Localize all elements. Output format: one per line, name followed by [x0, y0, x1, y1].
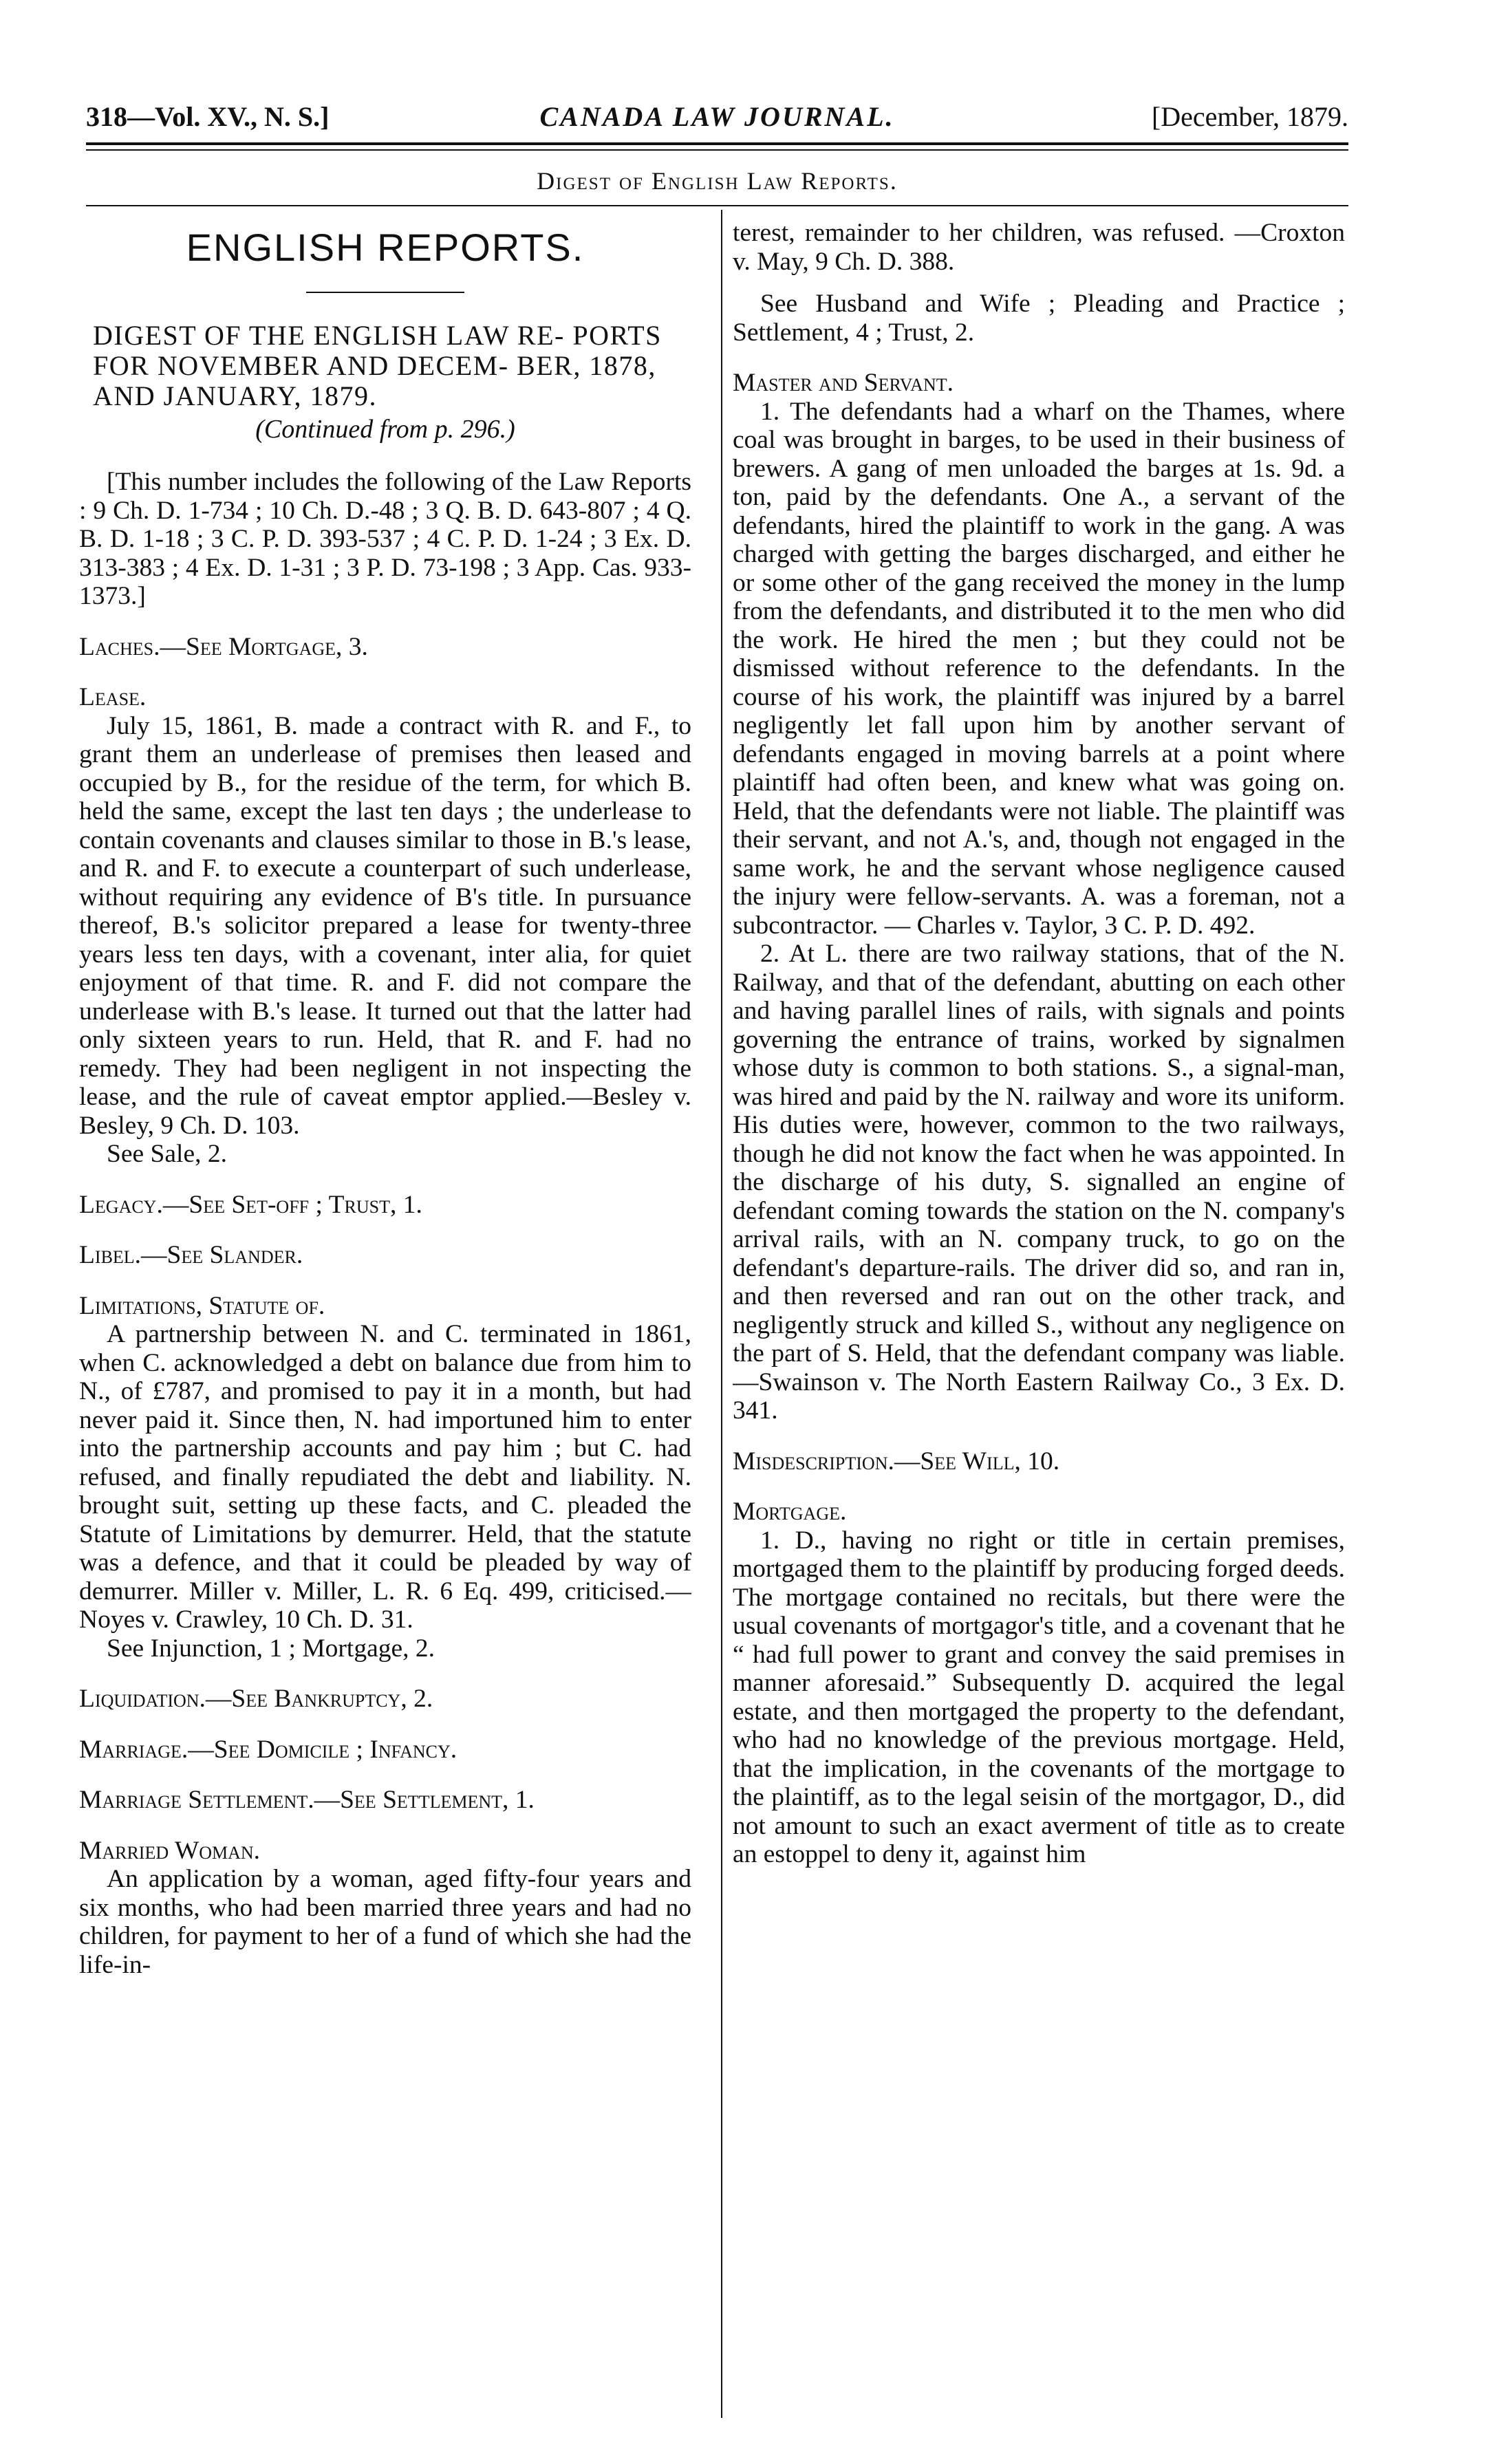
married-woman-paragraph: An application by a woman, aged fifty-four years and six months, who had been married three years and had no children, for payment to her of a fund of which she had the life-in- [79, 1865, 691, 1979]
column-divider [721, 210, 722, 2418]
issue-date: [December, 1879. [1151, 101, 1348, 132]
lease-paragraph: July 15, 1861, B. made a contract with R. and F., to grant them an underlease of premises then leased and occupied by B., for the residue of the term, for which B. held the same, except the last ten days ; the underlease to contain covenants and clauses similar to those in B.'s lease, and R. and F. to execute a counterpart of such underlease, without requiring any evidence of B's title. In pursuance thereof, B.'s solicitor prepared a lease for twenty-three years less ten days, with a covenant, inter alia, for quiet enjoyment of that time. R. and F. did not compare the underlease with B.'s lease. It turned out that the latter had only sixteen years to run. Held, that R. and F. had no remedy. They had been negligent in not inspecting the lease, and the rule of caveat emptor applied.—Besley v. Besley, 9 Ch. D. 103. [79, 711, 691, 1140]
master-servant-case-2: 2. At L. there are two railway stations, that of the N. Railway, and that of the defendant, abutting on each other and having parallel lines of rails, with signals and points governing the entrance of trains, worked by signalmen whose duty is common to both stations. S., a signal-man, was hired and paid by the N. railway and wore its uniform. His duties were, however, common to the two railways, though he did not know the fact when he was appointed. In the discharge of his duty, S. signalled an engine of defendant coming towards the station on the N. company's arrival rails, with an N. company truck, to go on the defendant's departure-rails. The driver did so, and ran in, and then reversed and ran out on the other track, and negligently struck and killed S., without any negligence on the part of S. Held, that the defendant company was liable.—Swainson v. The North Eastern Railway Co., 3 Ex. D. 341. [733, 940, 1345, 1425]
entry-marriage-settlement: Marriage Settlement.—See Settlement, 1. [79, 1786, 535, 1814]
heading-married-woman: Married Woman. [79, 1836, 261, 1865]
header-rule-thin [86, 149, 1348, 151]
entry-misdescription: Misdescription.—See Will, 10. [733, 1447, 1060, 1476]
entry-laches: Laches.—See Mortgage, 3. [79, 632, 368, 661]
volume-label: 318—Vol. XV., N. S.] [86, 101, 330, 132]
continued-note: (Continued from p. 296.) [255, 415, 515, 444]
entry-libel: Libel.—See Slander. [79, 1241, 303, 1269]
reports-title: ENGLISH REPORTS. [186, 226, 585, 269]
title-rule [306, 292, 464, 293]
limitations-paragraph: A partnership between N. and C. terminated in 1861, when C. acknowledged a debt on balance due from him to N., of £787, and promised to pay it in a month, but had never paid it. Since then, N. had importuned him to enter into the partnership accounts and pay him ; but C. had refused, and finally repudiated the debt and liability. N. brought suit, setting up these facts, and C. pleaded the Statute of Limitations by demurrer. Held, that the statute was a defence, and that it could be pleaded by way of demurrer. Miller v. Miller, L. R. 6 Eq. 499, criticised.—Noyes v. Crawley, 10 Ch. D. 31. [79, 1320, 691, 1634]
master-servant-case-1: 1. The defendants had a wharf on the Thames, where coal was brought in barges, to be used in their business of brewers. A gang of men unloaded the barges at 1s. 9d. a ton, paid by the defendants. One A., a servant of the defendants, hired the plaintiff to work in the gang. A was charged with getting the barges discharged, and either he or some other of the gang received the money in the lump from the defendants, and distributed it to the men who did the work. He hired the men ; but they could not be dismissed without reference to the defendants. In the course of his work, the plaintiff was injured by a barrel negligently let fall upon him by another servant of defendants engaged in moving barrels at a point where plaintiff had often been, and knew what was going on. Held, that the defendants were not liable. The plaintiff was their servant, and not A.'s, and, though not engaged in the same work, he and the servant whose negligence caused the injury were fellow-servants. A. was a foreman, not a subcontractor. — Charles v. Taylor, 3 C. P. D. 492. [733, 397, 1345, 940]
section-rule [86, 205, 1348, 206]
heading-master-servant: Master and Servant. [733, 369, 954, 397]
entry-liquidation: Liquidation.—See Bankruptcy, 2. [79, 1685, 433, 1713]
entry-marriage: Marriage.—See Domicile ; Infancy. [79, 1735, 457, 1764]
entry-legacy: Legacy.—See Set-off ; Trust, 1. [79, 1190, 422, 1219]
right-column [733, 219, 1345, 2420]
heading-mortgage: Mortgage. [733, 1498, 847, 1526]
lease-see-also: See Sale, 2. [107, 1140, 227, 1168]
husband-see-also: See Husband and Wife ; Pleading and Practice ; Settlement, 4 ; Trust, 2. [733, 290, 1345, 347]
running-head [86, 96, 1348, 138]
header-rule-thick [86, 142, 1348, 145]
intro-paragraph: [This number includes the following of the Law Reports : 9 Ch. D. 1-734 ; 10 Ch. D.-48 ; 3 Q. B. D. 643-807 ; 4 Q. B. D. 1-18 ; 3 C. P. D. 393-537 ; 4 C. P. D. 1-24 ; 3 Ex. D. 313-383 ; 4 Ex. D. 1-31 ; 3 P. D. 73-198 ; 3 App. Cas. 933-1373.] [79, 468, 691, 610]
section-heading: Digest of English Law Reports. [537, 167, 898, 195]
left-column [79, 219, 691, 2420]
digest-title: DIGEST OF THE ENGLISH LAW RE- PORTS FOR NOVEMBER AND DECEM- BER, 1878, AND JANUARY, 1879. [93, 320, 662, 411]
heading-limitations: Limitations, Statute of. [79, 1291, 325, 1320]
heading-lease: Lease. [79, 683, 147, 711]
limitations-see-also: See Injunction, 1 ; Mortgage, 2. [107, 1634, 435, 1663]
continuation-paragraph: terest, remainder to her children, was refused. —Croxton v. May, 9 Ch. D. 388. [733, 219, 1345, 276]
journal-title: CANADA LAW JOURNAL. [539, 101, 895, 132]
mortgage-case-1: 1. D., having no right or title in certain premises, mortgaged them to the plaintiff by producing forged deeds. The mortgage contained no recitals, but there were the usual covenants of mortgagor's title, and a covenant that he “ had full power to grant and convey the said premises in manner aforesaid.” Subsequently D. acquired the legal estate, and then mortgaged the property to the defendant, who had no knowledge of the previous mortgage. Held, that the implication, in the covenants of the mortgage to the plaintiff, as to the legal seisin of the mortgagor, D., did not amount to such an exact averment of title as to create an estoppel to deny it, against him [733, 1526, 1345, 1868]
